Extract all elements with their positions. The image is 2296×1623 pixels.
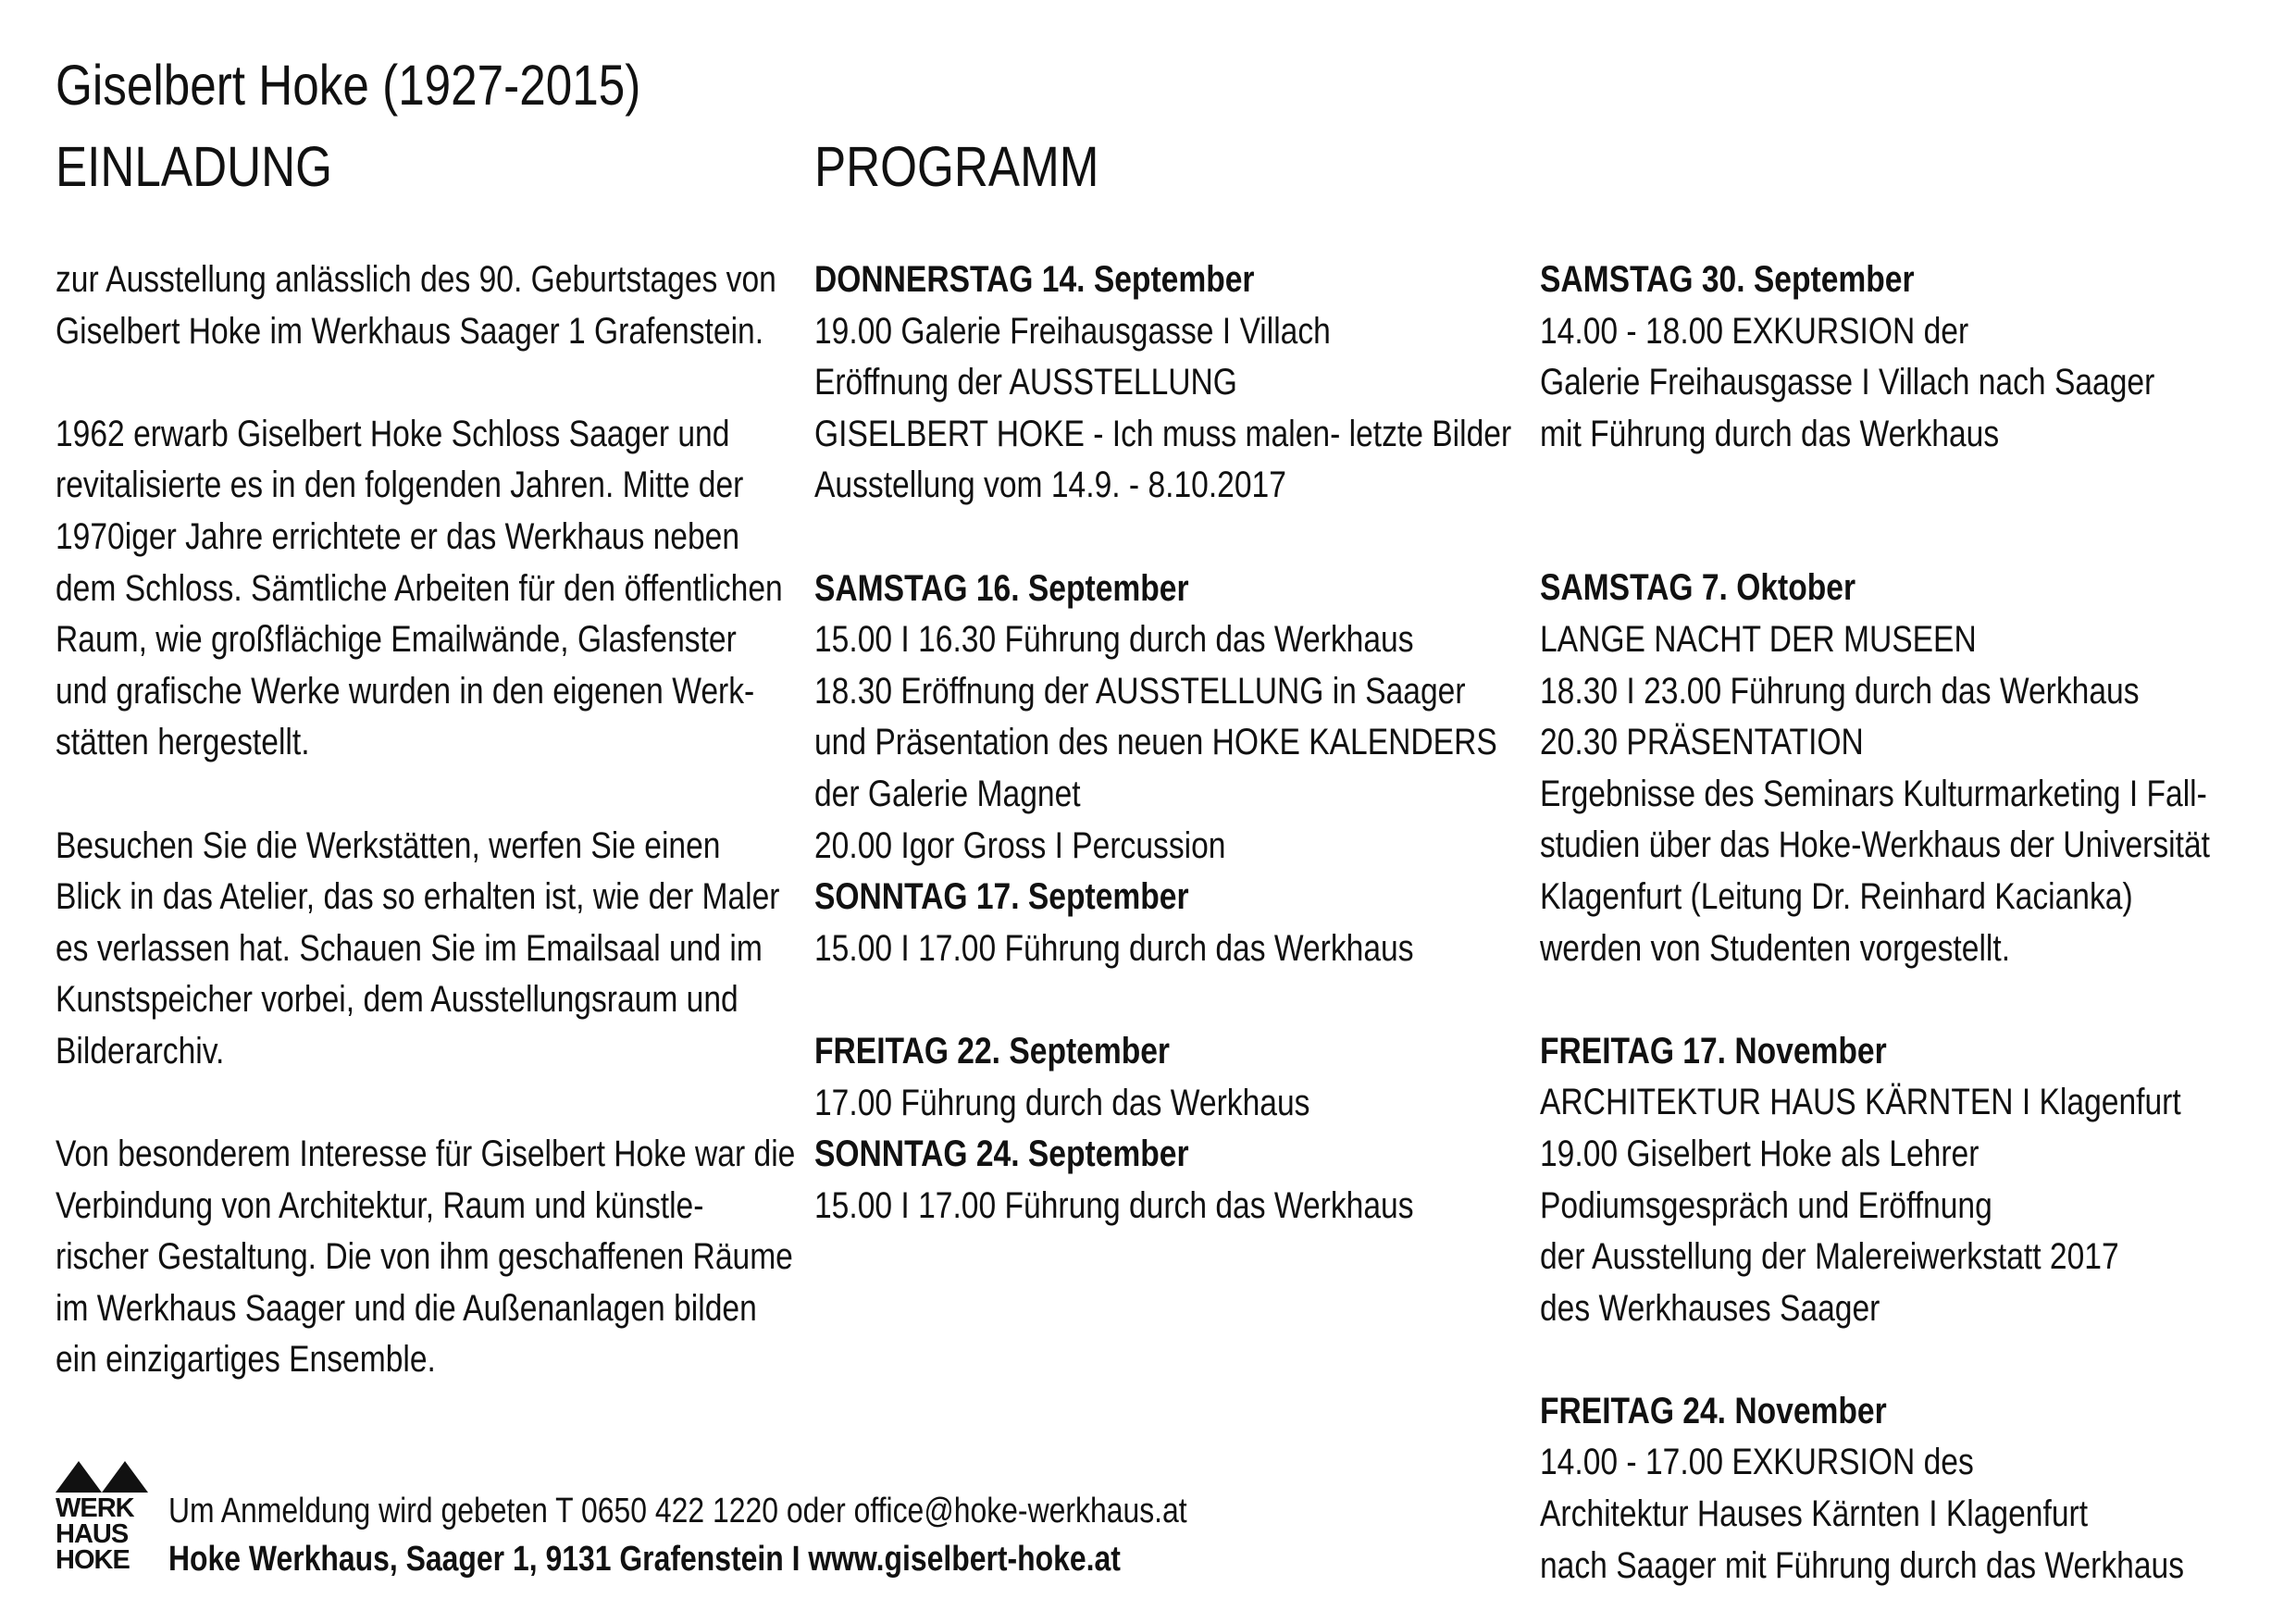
event-line: GISELBERT HOKE - Ich muss malen- letzte Bilder [814, 413, 1512, 454]
registration-info: Um Anmeldung wird gebeten T 0650 422 1220 oder office@hoke-werkhaus.at [168, 1492, 1187, 1530]
event-line: der Ausstellung der Malereiwerkstatt 2017 [1540, 1236, 2119, 1278]
intro-line: rischer Gestaltung. Die von ihm geschaffenen Räume [56, 1236, 793, 1278]
event-heading: SONNTAG 17. September [814, 876, 1189, 918]
event-line: 18.30 I 23.00 Führung durch das Werkhaus [1540, 670, 2140, 712]
event-line: 20.30 PRÄSENTATION [1540, 722, 1864, 763]
intro-line: dem Schloss. Sämtliche Arbeiten für den öffentlichen [56, 567, 783, 609]
logo-text: HAUS [56, 1519, 129, 1549]
address-info: Hoke Werkhaus, Saager 1, 9131 Grafenstein I www.giselbert-hoke.at [168, 1540, 1121, 1579]
event-line: 15.00 I 17.00 Führung durch das Werkhaus [814, 927, 1414, 969]
intro-line: im Werkhaus Saager und die Außenanlagen bilden [56, 1287, 757, 1329]
event-heading: DONNERSTAG 14. September [814, 259, 1255, 300]
event-line: 14.00 - 17.00 EXKURSION des [1540, 1442, 1974, 1483]
event-heading: SONNTAG 24. September [814, 1134, 1189, 1175]
event-line: mit Führung durch das Werkhaus [1540, 413, 2000, 454]
page-title: Giselbert Hoke (1927-2015) [56, 54, 641, 117]
intro-text [56, 254, 795, 1386]
event-line: 17.00 Führung durch das Werkhaus [814, 1082, 1310, 1123]
event-line: 15.00 I 17.00 Führung durch das Werkhaus [814, 1184, 1414, 1226]
event-heading: FREITAG 24. November [1540, 1390, 1887, 1431]
intro-line: 1970iger Jahre errichtete er das Werkhaus neben [56, 515, 740, 557]
event-line: und Präsentation des neuen HOKE KALENDERS [814, 722, 1497, 763]
intro-line: und grafische Werke wurden in den eigenen Werk- [56, 670, 755, 712]
event-line: Ergebnisse des Seminars Kulturmarketing I Fall- [1540, 773, 2207, 814]
event-line: 19.00 Giselbert Hoke als Lehrer [1540, 1133, 1980, 1174]
event-line: der Galerie Magnet [814, 773, 1081, 814]
intro-line: es verlassen hat. Schauen Sie im Emailsaal und im [56, 927, 763, 969]
intro-line: Besuchen Sie die Werkstätten, werfen Sie einen [56, 824, 721, 866]
intro-line: Kunstspeicher vorbei, dem Ausstellungsraum und [56, 979, 738, 1021]
intro-line: Bilderarchiv. [56, 1030, 225, 1072]
event-line: 14.00 - 18.00 EXKURSION der [1540, 310, 1969, 352]
intro-line: 1962 erwarb Giselbert Hoke Schloss Saager und [56, 413, 730, 454]
event-line: 15.00 I 16.30 Führung durch das Werkhaus [814, 619, 1414, 661]
intro-line: stätten hergestellt. [56, 722, 310, 763]
intro-line: zur Ausstellung anlässlich des 90. Geburtstages von [56, 259, 776, 300]
event-line: Galerie Freihausgasse I Villach nach Saager [1540, 362, 2155, 403]
event-line: studien über das Hoke-Werkhaus der Universität [1540, 824, 2211, 866]
event-heading: SAMSTAG 7. Oktober [1540, 567, 1856, 609]
event-heading: FREITAG 22. September [814, 1030, 1171, 1072]
roof-icon [56, 1457, 148, 1493]
event-line: 20.00 Igor Gross I Percussion [814, 824, 1226, 866]
intro-line: ein einzigartiges Ensemble. [56, 1339, 436, 1381]
event-line: Eröffnung der AUSSTELLUNG [814, 362, 1237, 403]
event-line: Podiumsgespräch und Eröffnung [1540, 1184, 1992, 1226]
logo-text: WERK [56, 1493, 134, 1523]
section-heading-programm: PROGRAMM [814, 135, 1099, 198]
intro-line: Blick in das Atelier, das so erhalten ist, wie der Maler [56, 876, 780, 918]
event-heading: SAMSTAG 30. September [1540, 259, 1915, 300]
logo-text: HOKE [56, 1545, 130, 1575]
section-heading-einladung: EINLADUNG [56, 135, 332, 198]
event-line: ARCHITEKTUR HAUS KÄRNTEN I Klagenfurt [1540, 1082, 2181, 1123]
event-heading: FREITAG 17. November [1540, 1030, 1887, 1072]
event-line: Architektur Hauses Kärnten I Klagenfurt [1540, 1493, 2089, 1535]
intro-line: revitalisierte es in den folgenden Jahren. Mitte der [56, 465, 744, 506]
event-line: des Werkhauses Saager [1540, 1287, 1880, 1329]
intro-line: Von besonderem Interesse für Giselbert Hoke war die [56, 1134, 796, 1175]
event-line: 18.30 Eröffnung der AUSSTELLUNG in Saager [814, 670, 1466, 712]
event-line: 19.00 Galerie Freihausgasse I Villach [814, 310, 1331, 352]
werkhaus-logo [56, 1457, 148, 1575]
event-line: Klagenfurt (Leitung Dr. Reinhard Kacianka) [1540, 875, 2133, 917]
intro-line: Raum, wie großflächige Emailwände, Glasfenster [56, 619, 737, 661]
event-line: LANGE NACHT DER MUSEEN [1540, 618, 1977, 660]
intro-line: Giselbert Hoke im Werkhaus Saager 1 Grafenstein. [56, 310, 764, 352]
event-heading: SAMSTAG 16. September [814, 567, 1189, 609]
event-line: Ausstellung vom 14.9. - 8.10.2017 [814, 465, 1286, 506]
event-line: werden von Studenten vorgestellt. [1540, 927, 2011, 969]
intro-line: Verbindung von Architektur, Raum und künstle- [56, 1184, 704, 1226]
program-column-right [1540, 254, 2210, 1592]
event-line: nach Saager mit Führung durch das Werkhaus [1540, 1544, 2185, 1586]
program-column-left [814, 254, 1511, 1232]
